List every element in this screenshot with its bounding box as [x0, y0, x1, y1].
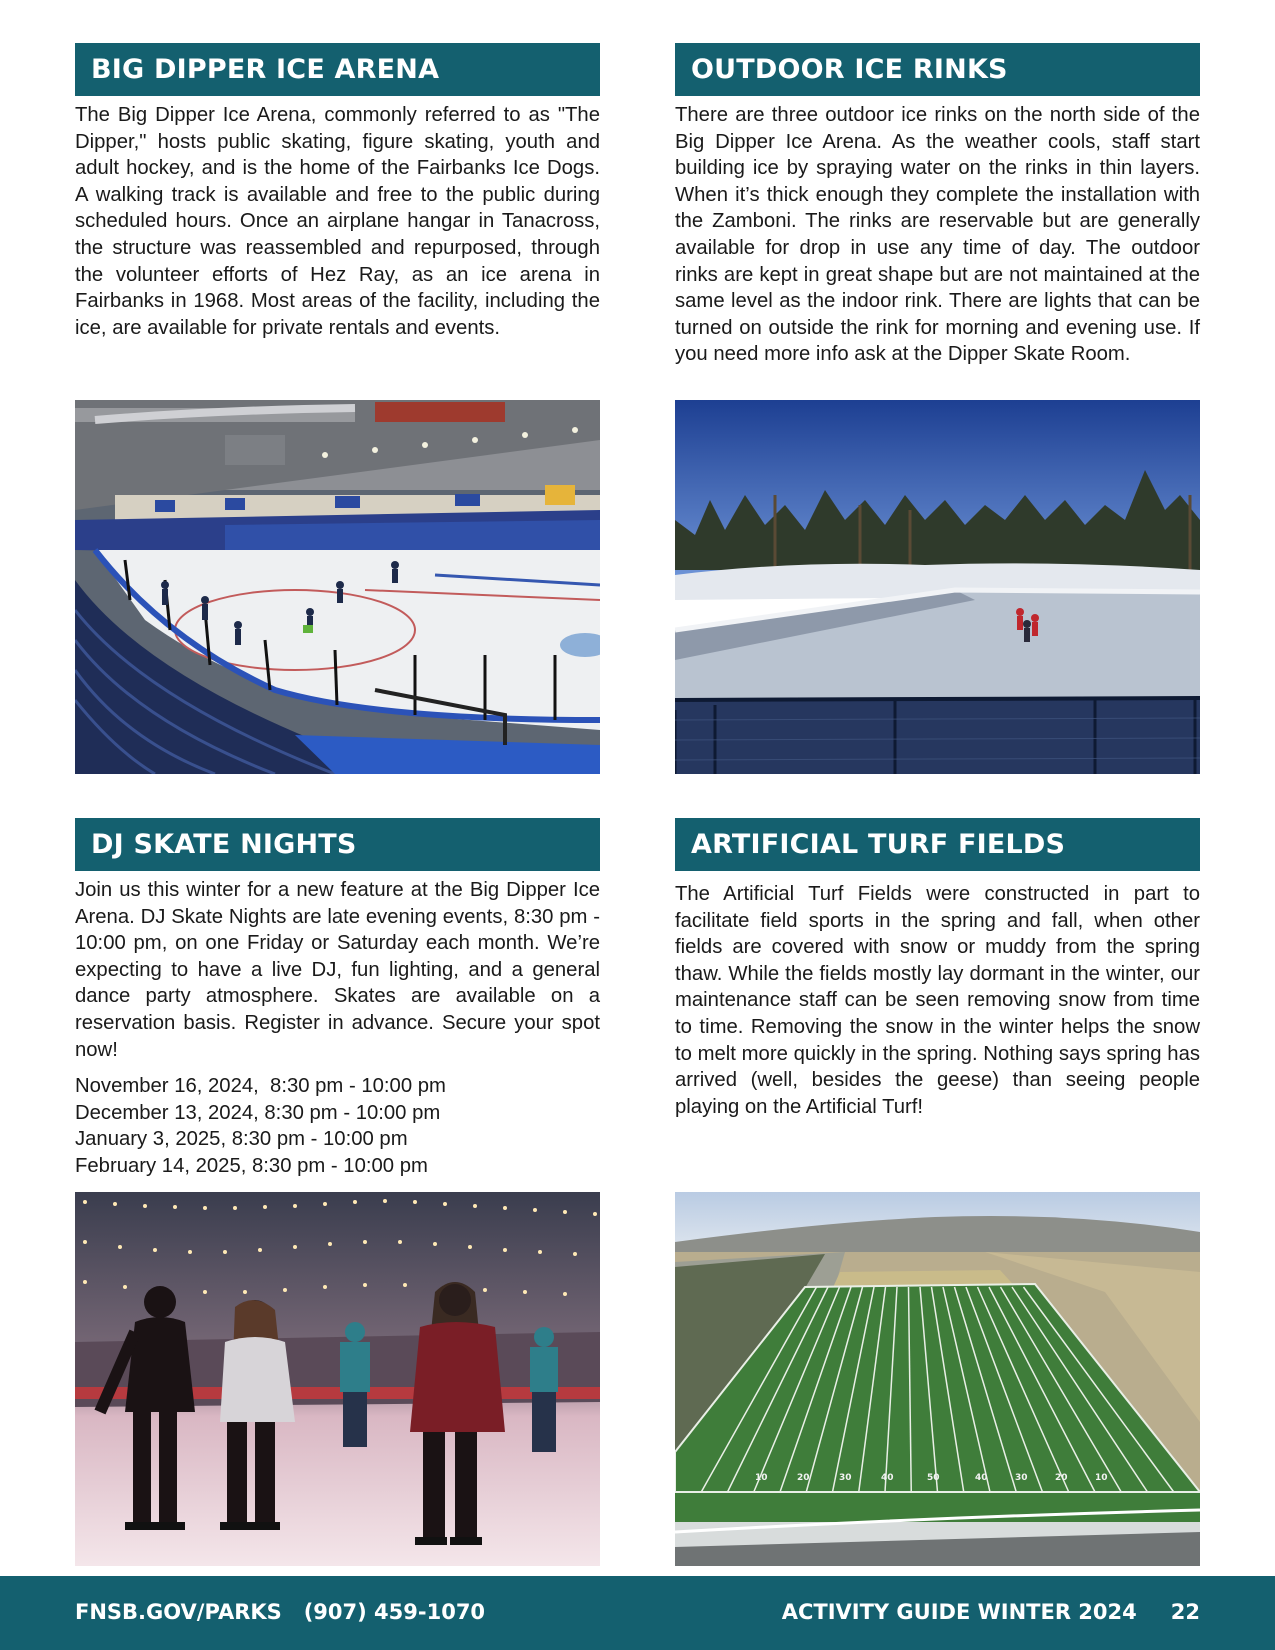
yard-label: 30	[839, 1473, 852, 1483]
yard-label: 30	[1015, 1473, 1028, 1483]
yard-label: 20	[797, 1473, 810, 1483]
yard-label: 20	[1055, 1473, 1068, 1483]
section-title: OUTDOOR ICE RINKS	[691, 54, 1008, 85]
event-date: February 14, 2025, 8:30 pm - 10:00 pm	[75, 1154, 428, 1177]
footer-phone: (907) 459-1070	[303, 1600, 486, 1624]
section-header	[675, 818, 1200, 871]
event-date: January 3, 2025, 8:30 pm - 10:00 pm	[75, 1128, 408, 1151]
section-title: ARTIFICIAL TURF FIELDS	[691, 829, 1066, 860]
footer-guide-title: ACTIVITY GUIDE WINTER 2024	[781, 1600, 1137, 1624]
section-outdoor-rinks	[675, 43, 1200, 368]
section-title: DJ SKATE NIGHTS	[91, 829, 357, 860]
section-body: Join us this winter for a new feature at the Big Dipper Ice Arena. DJ Skate Nights are late evening events, 8:30 pm - 10:00 pm, on one Friday or Saturday each month. We’re expecting to have a live DJ, fun lighting, and a general dance party atmosphere. Skates are available on a reservation basis. Register in advance. Secure your spot now!	[75, 879, 600, 1061]
footer-website: FNSB.GOV/PARKS	[75, 1600, 282, 1624]
section-header	[75, 818, 600, 871]
page-footer	[0, 1576, 1275, 1650]
outdoor-rinks-image	[675, 400, 1200, 774]
page-number: 22	[1170, 1600, 1200, 1624]
event-date: November 16, 2024, 8:30 pm - 10:00 pm	[75, 1075, 446, 1098]
section-body: The Artificial Turf Fields were constructed in part to facilitate field sports in the spring and fall, when other fields are covered with snow or muddy from the spring thaw. While the fields mostly lay dormant in the winter, our maintenance staff can be seen removing snow from time to time. Removing the snow in the winter helps the snow to melt more quickly in the spring. Nothing says spring has arrived (well, besides the geese) than seeing people playing on the Artificial Turf!	[675, 883, 1200, 1118]
section-turf-fields	[675, 818, 1200, 1120]
photo-indoor-arena	[75, 400, 600, 774]
dj-skate-image	[75, 1192, 600, 1566]
yard-label: 50	[927, 1473, 940, 1483]
section-header	[675, 43, 1200, 96]
photo-dj-skate	[75, 1192, 600, 1566]
yard-label: 10	[1095, 1473, 1108, 1483]
photo-turf-fields	[675, 1192, 1200, 1566]
section-dj-skate	[75, 818, 600, 1180]
event-date: December 13, 2024, 8:30 pm - 10:00 pm	[75, 1101, 441, 1124]
section-header	[75, 43, 600, 96]
section-big-dipper	[75, 43, 600, 341]
section-body: There are three outdoor ice rinks on the north side of the Big Dipper Ice Arena. As the weather cools, staff start building ice by spraying water on the rinks in thin layers. When it’s thick enough they complete the installation with the Zamboni. The rinks are reservable but are generally available for drop in use any time of day. The outdoor rinks are kept in great shape but are not maintained at the same level as the indoor rink. There are lights that can be turned on outside the rink for morning and evening use. If you need more info ask at the Dipper Skate Room.	[675, 104, 1200, 366]
turf-fields-image	[675, 1192, 1200, 1566]
section-body: The Big Dipper Ice Arena, commonly referred to as "The Dipper," hosts public skating, figure skating, youth and adult hockey, and is the home of the Fairbanks Ice Dogs. A walking track is available and free to the public during scheduled hours. Once an airplane hangar in Tanacross, the structure was reassembled and repurposed, through the volunteer efforts of Hez Ray, as an ice arena in Fairbanks in 1968. Most areas of the facility, including the ice, are available for private rentals and events.	[75, 104, 600, 339]
indoor-arena-image	[75, 400, 600, 774]
photo-outdoor-rinks	[675, 400, 1200, 774]
footer-guide	[782, 1600, 1200, 1624]
yard-label: 40	[975, 1473, 988, 1483]
footer-contact	[75, 1600, 485, 1624]
section-title: BIG DIPPER ICE ARENA	[91, 54, 440, 85]
yard-label: 40	[881, 1473, 894, 1483]
yard-label: 10	[755, 1473, 768, 1483]
event-dates-list	[75, 1073, 600, 1179]
